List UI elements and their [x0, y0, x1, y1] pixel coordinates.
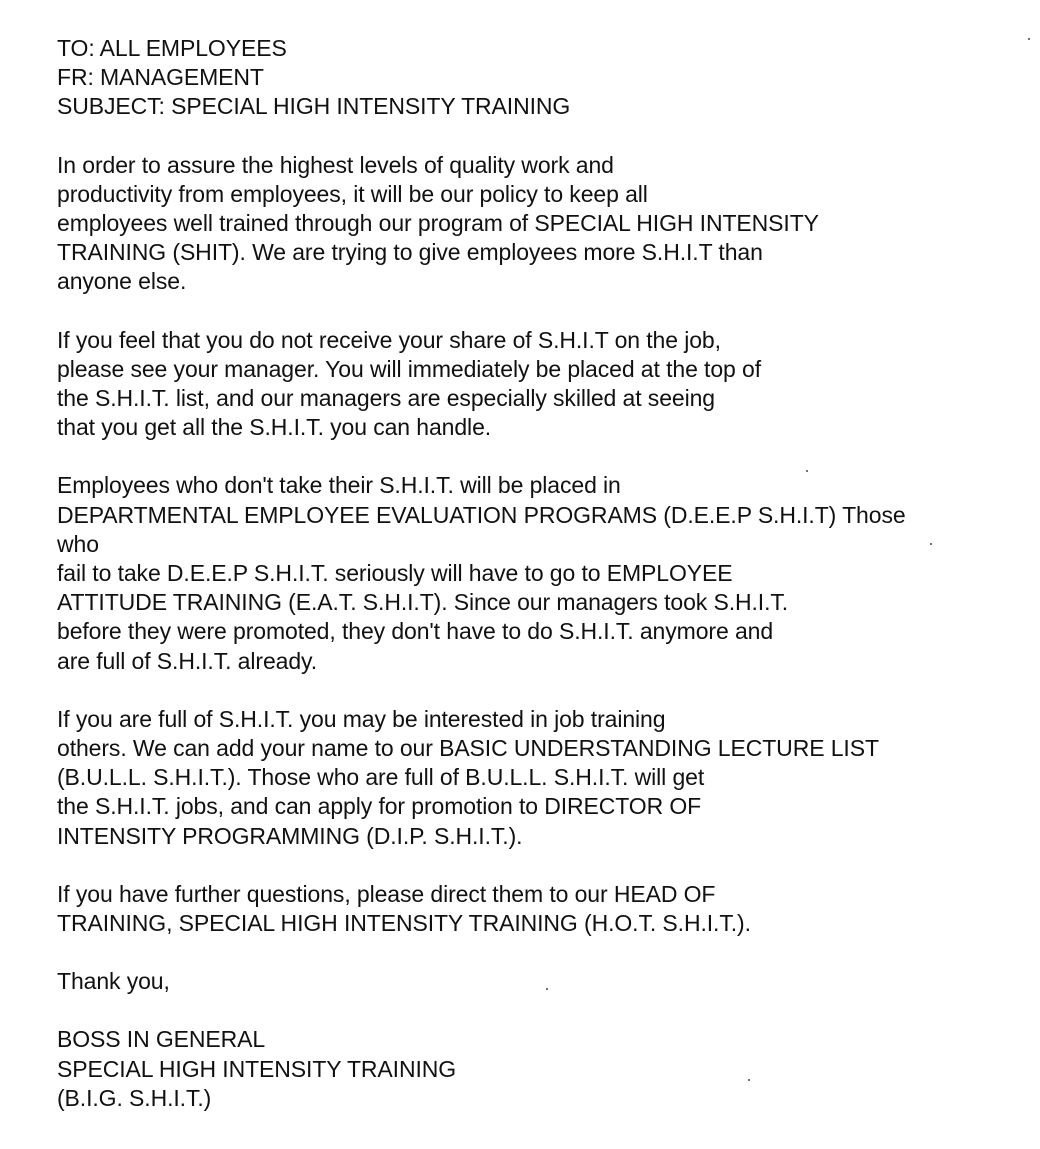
paragraph-line: If you feel that you do not receive your share of S.H.I.T on the job, — [57, 326, 721, 353]
memo-paragraph-4 — [57, 705, 1027, 851]
paragraph-line: fail to take D.E.E.P S.H.I.T. seriously will have to go to EMPLOYEE — [57, 560, 733, 587]
paragraph-line: (B.U.L.L. S.H.I.T.). Those who are full of B.U.L.L. S.H.I.T. will get — [57, 764, 705, 791]
paragraph-line: In order to assure the highest levels of quality work and — [57, 151, 614, 178]
scan-speck — [546, 988, 548, 990]
paragraph-line: ATTITUDE TRAINING (E.A.T. S.H.I.T). Since our managers took S.H.I.T. — [57, 589, 789, 616]
paragraph-spacer — [57, 442, 1027, 471]
paragraph-line: the S.H.I.T. jobs, and can apply for promotion to DIRECTOR OF — [57, 793, 702, 820]
paragraph-line: anyone else. — [57, 268, 187, 295]
scan-speck — [1028, 38, 1030, 40]
paragraph-line: If you have further questions, please direct them to our HEAD OF — [57, 880, 716, 907]
memo-header — [57, 34, 1027, 122]
memo-closing: Thank you, — [57, 968, 170, 995]
paragraph-line: TRAINING (SHIT). We are trying to give employees more S.H.I.T than — [57, 239, 763, 266]
memo-subject-line: SUBJECT: SPECIAL HIGH INTENSITY TRAINING — [57, 93, 571, 120]
scan-speck — [748, 1079, 750, 1081]
paragraph-line: the S.H.I.T. list, and our managers are especially skilled at seeing — [57, 385, 715, 412]
paragraph-spacer — [57, 996, 1027, 1025]
paragraph-line: are full of S.H.I.T. already. — [57, 647, 318, 674]
scan-speck — [930, 543, 932, 545]
scan-speck — [806, 470, 808, 472]
paragraph-line: please see your manager. You will immediately be placed at the top of — [57, 355, 761, 382]
paragraph-spacer — [57, 676, 1027, 705]
paragraph-spacer — [57, 297, 1027, 326]
signature-line: (B.I.G. S.H.I.T.) — [57, 1084, 212, 1111]
paragraph-line: who — [57, 530, 99, 557]
memo-paragraph-2 — [57, 326, 1027, 443]
paragraph-line: employees well trained through our program of SPECIAL HIGH INTENSITY — [57, 210, 819, 237]
paragraph-line: INTENSITY PROGRAMMING (D.I.P. S.H.I.T.). — [57, 822, 523, 849]
memo-to-line: TO: ALL EMPLOYEES — [57, 35, 287, 61]
paragraph-line: DEPARTMENTAL EMPLOYEE EVALUATION PROGRAMS (D.E.E.P S.H.I.T) Those — [57, 501, 906, 528]
paragraph-spacer — [57, 851, 1027, 880]
paragraph-line: If you are full of S.H.I.T. you may be interested in job training — [57, 705, 666, 732]
paragraph-line: productivity from employees, it will be our policy to keep all — [57, 180, 648, 207]
paragraph-line: TRAINING, SPECIAL HIGH INTENSITY TRAINING (H.O.T. S.H.I.T.). — [57, 910, 751, 937]
paragraph-line: others. We can add your name to our BASIC UNDERSTANDING LECTURE LIST — [57, 735, 879, 762]
paragraph-spacer — [57, 122, 1027, 151]
paragraph-line: that you get all the S.H.I.T. you can handle. — [57, 414, 492, 441]
memo-paragraph-1 — [57, 151, 1027, 297]
paragraph-spacer — [57, 938, 1027, 967]
memo-document — [57, 34, 1027, 1113]
paragraph-line: Employees who don't take their S.H.I.T. will be placed in — [57, 472, 621, 499]
signature-line: SPECIAL HIGH INTENSITY TRAINING — [57, 1055, 457, 1082]
paragraph-line: before they were promoted, they don't have to do S.H.I.T. anymore and — [57, 618, 774, 645]
memo-paragraph-5 — [57, 880, 1027, 938]
memo-paragraph-3 — [57, 471, 1027, 675]
memo-signature — [57, 1025, 1027, 1113]
signature-line: BOSS IN GENERAL — [57, 1026, 266, 1053]
memo-from-line: FR: MANAGEMENT — [57, 64, 264, 91]
